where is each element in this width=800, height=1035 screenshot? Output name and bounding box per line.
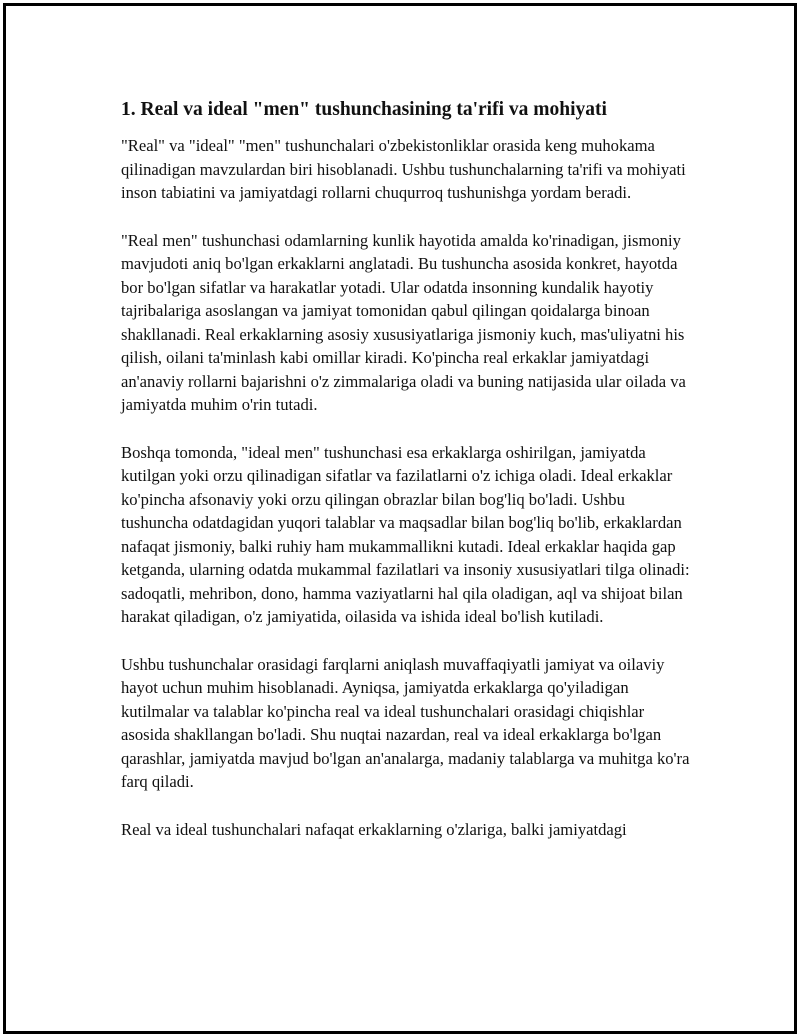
paragraph-3: Boshqa tomonda, "ideal men" tushunchasi esa erkaklarga oshirilgan, jamiyatda kutilgan yoki orzu qilinadigan sifatlar va fazilatlarni o'z ichiga oladi. Ideal erkaklar ko'pincha afsonaviy yoki orzu qilingan obrazlar bilan bog'liq bo'ladi. Ushbu tushuncha odatdagidan yuqori talablar va maqsadlar bilan bog'liq bo'lib, erkaklardan nafaqat jismoniy, balki ruhiy ham mukammallikni kutadi. Ideal erkaklar haqida gap ketganda, ularning odatda mukammal fazilatlari va insoniy xususiyatlari tilga olinadi: sadoqatli, mehribon, dono, hamma vaziyatlarni hal qila oladigan, aql va shijoat bilan harakat qiladigan, o'z jamiyatida, oilasida va ishida ideal bo'lish kutiladi. <box>121 442 690 626</box>
paragraph-2: "Real men" tushunchasi odamlarning kunlik hayotida amalda ko'rinadigan, jismoniy mavjudoti aniq bo'lgan erkaklarni anglatadi. Bu tushuncha asosida konkret, hayotda bor bo'lgan sifatlar va harakatlar yotadi. Ular odatda insonning kundalik hayotiy tajribalariga asoslangan va jamiyat tomonidan qabul qilingan qoidalarga binoan shakllanadi. Real erkaklarning asosiy xususiyatlariga jismoniy kuch, mas'uliyatni his qilish, oilani ta'minlash kabi omillar kiradi. Ko'pincha real erkaklar jamiyatdagi an'anaviy rollarni bajarishni o'z zimmalariga oladi va buning natijasida ular oilada va jamiyatda muhim o'rin tutadi. <box>121 230 686 414</box>
paragraph-5: Real va ideal tushunchalari nafaqat erkaklarning o'zlariga, balki jamiyatdagi <box>121 819 627 839</box>
document-page <box>3 3 797 1034</box>
section-heading: 1. Real va ideal "men" tushunchasining ta'rifi va mohiyati <box>121 99 607 120</box>
paragraph-1: "Real" va "ideal" "men" tushunchalari o'zbekistonliklar orasida keng muhokama qilinadigan mavzulardan biri hisoblanadi. Ushbu tushunchalarning ta'rifi va mohiyati inson tabiatini va jamiyatdagi rollarni chuqurroq tushunishga yordam beradi. <box>121 136 686 202</box>
paragraph-4: Ushbu tushunchalar orasidagi farqlarni aniqlash muvaffaqiyatli jamiyat va oilaviy hayot uchun muhim hisoblanadi. Ayniqsa, jamiyatda erkaklarga qo'yiladigan kutilmalar va talablar ko'pincha real va ideal tushunchalari orasidagi chiqishlar asosida shakllangan bo'ladi. Shu nuqtai nazardan, real va ideal erkaklarga bo'lgan qarashlar, jamiyatda mavjud bo'lgan an'analarga, madaniy talablarga va muhitga ko'ra farq qiladi. <box>121 654 690 791</box>
document-body <box>121 96 696 865</box>
